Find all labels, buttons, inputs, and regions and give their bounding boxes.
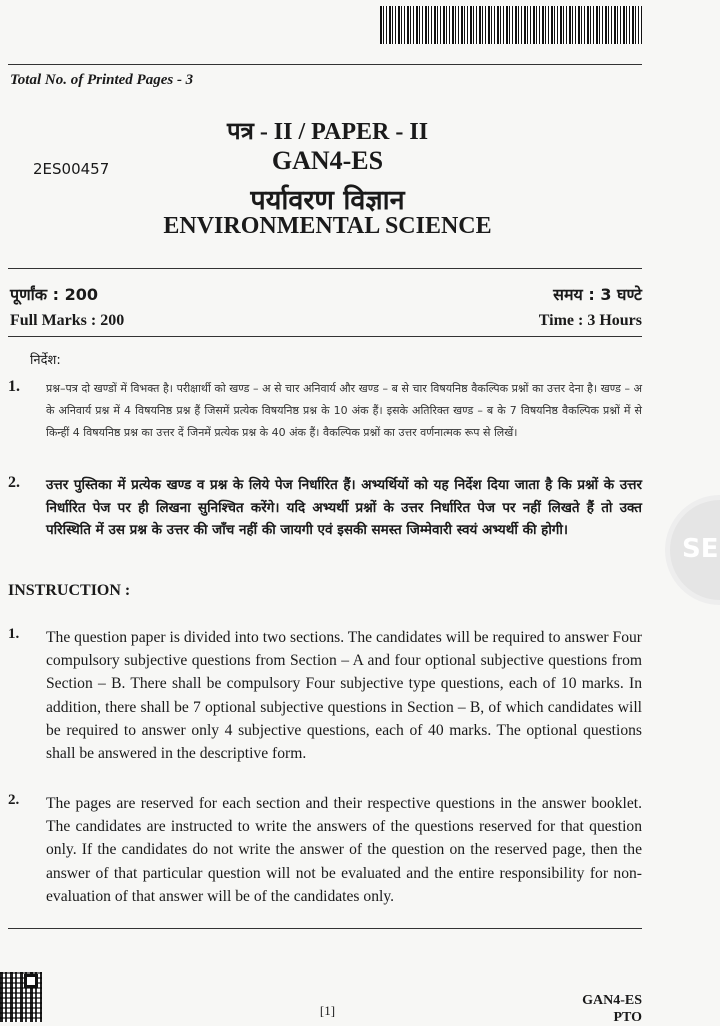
hindi-instruction-2 [8, 474, 642, 542]
instruction-number: 1. [8, 378, 20, 395]
marks-rule [8, 336, 642, 337]
exam-time [539, 282, 642, 334]
total-pages: Total No. of Printed Pages - 3 [10, 72, 194, 88]
instruction-heading: INSTRUCTION : [8, 582, 131, 599]
instruction-number: 1. [8, 626, 20, 642]
instruction-text: उत्तर पुस्तिका में प्रत्येक खण्ड व प्रश्न के लिये पेज निर्धारित हैं। अभ्यर्थियों को यह निर्देश दिया जाता है कि प्रश्नों के उत्तर निर्धारित पेज पर ही लिखना सुनिश्चित करेंगे। यदि अभ्यर्थी प्रश्नों के उत्तर निर्धारित पेज पर नहीं लिखते हैं तो उक्त परिस्थिति में उस प्रश्न के उत्तर की जाँच नहीं की जायगी एवं इसकी समस्त जिम्मेवारी स्वयं अभ्यर्थी की होगी। [46, 477, 642, 538]
hindi-instruction-1 [8, 378, 642, 444]
english-instruction-2 [8, 792, 642, 908]
full-marks-english: Full Marks : 200 [10, 312, 125, 329]
paper-code-title: GAN4-ES [271, 146, 384, 175]
page-number: [1] [319, 1003, 336, 1018]
instruction-text: The question paper is divided into two sections. The candidates will be required to answer Four compulsory subjective questions from Section – A and four optional subjective questions from Section – B. There shall be compulsory Four subjective type questions, each of 10 marks. In addition, there shall be 7 optional subjective questions in Section – B, of which candidates will be required to answer only 4 subjective questions, each of 40 marks. The optional questions shall be answered in the descriptive form. [46, 629, 642, 763]
time-english: Time : 3 Hours [538, 312, 642, 329]
hindi-instructions-heading: निर्देश: [30, 353, 61, 368]
full-marks-hindi: पूर्णांक : 200 [10, 285, 99, 304]
top-rule [8, 64, 642, 65]
instruction-text: The pages are reserved for each section and their respective questions in the answer booklet. The candidates are instructed to write the answers of the questions reserved for that question only. If the candidates do not write the answer of the question on the reserved page, then the answer of that particular question will not be evaluated and the entire responsibility for non-evaluation of that answer will be of the candidates only. [46, 795, 642, 905]
exam-code: 2ES00457 [33, 160, 110, 178]
barcode [380, 6, 642, 44]
seal-text: SE [682, 534, 719, 564]
hindi-subject: पर्यावरण विज्ञान [250, 185, 405, 216]
english-instruction-1 [8, 626, 642, 765]
footer-paper-code: GAN4-ES [582, 993, 642, 1008]
paper-title: पत्र - II / PAPER - II [226, 119, 429, 145]
footer-code [582, 992, 642, 1026]
bottom-rule [8, 928, 642, 929]
pto-label: PTO [613, 1010, 642, 1025]
instruction-number: 2. [8, 474, 20, 491]
full-marks [10, 282, 124, 334]
instruction-number: 2. [8, 792, 20, 808]
header-rule [8, 268, 642, 269]
instruction-text: प्रश्न–पत्र दो खण्डों में विभक्त है। परीक्षार्थी को खण्ड – अ से चार अनिवार्य और खण्ड – ब से चार विषयनिष्ठ वैकल्पिक प्रश्नों का उत्तर देना है। खण्ड – अ के अनिवार्य प्रश्न में 4 विषयनिष्ठ प्रश्न हैं जिसमें प्रत्येक विषयनिष्ठ प्रश्न के 10 अंक हैं। इसके अतिरिक्त खण्ड – ब के 7 विषयनिष्ठ वैकल्पिक प्रश्नों में से किन्हीं 4 विषयनिष्ठ प्रश्न का उत्तर दें जिनमें प्रत्येक प्रश्न के 40 अंक हैं। वैकल्पिक प्रश्नों का उत्तर वर्णनात्मक रूप से लिखें। [46, 382, 642, 439]
seal-stamp [670, 500, 720, 600]
english-subject: ENVIRONMENTAL SCIENCE [163, 213, 492, 239]
time-hindi: समय : 3 घण्टे [553, 285, 642, 304]
